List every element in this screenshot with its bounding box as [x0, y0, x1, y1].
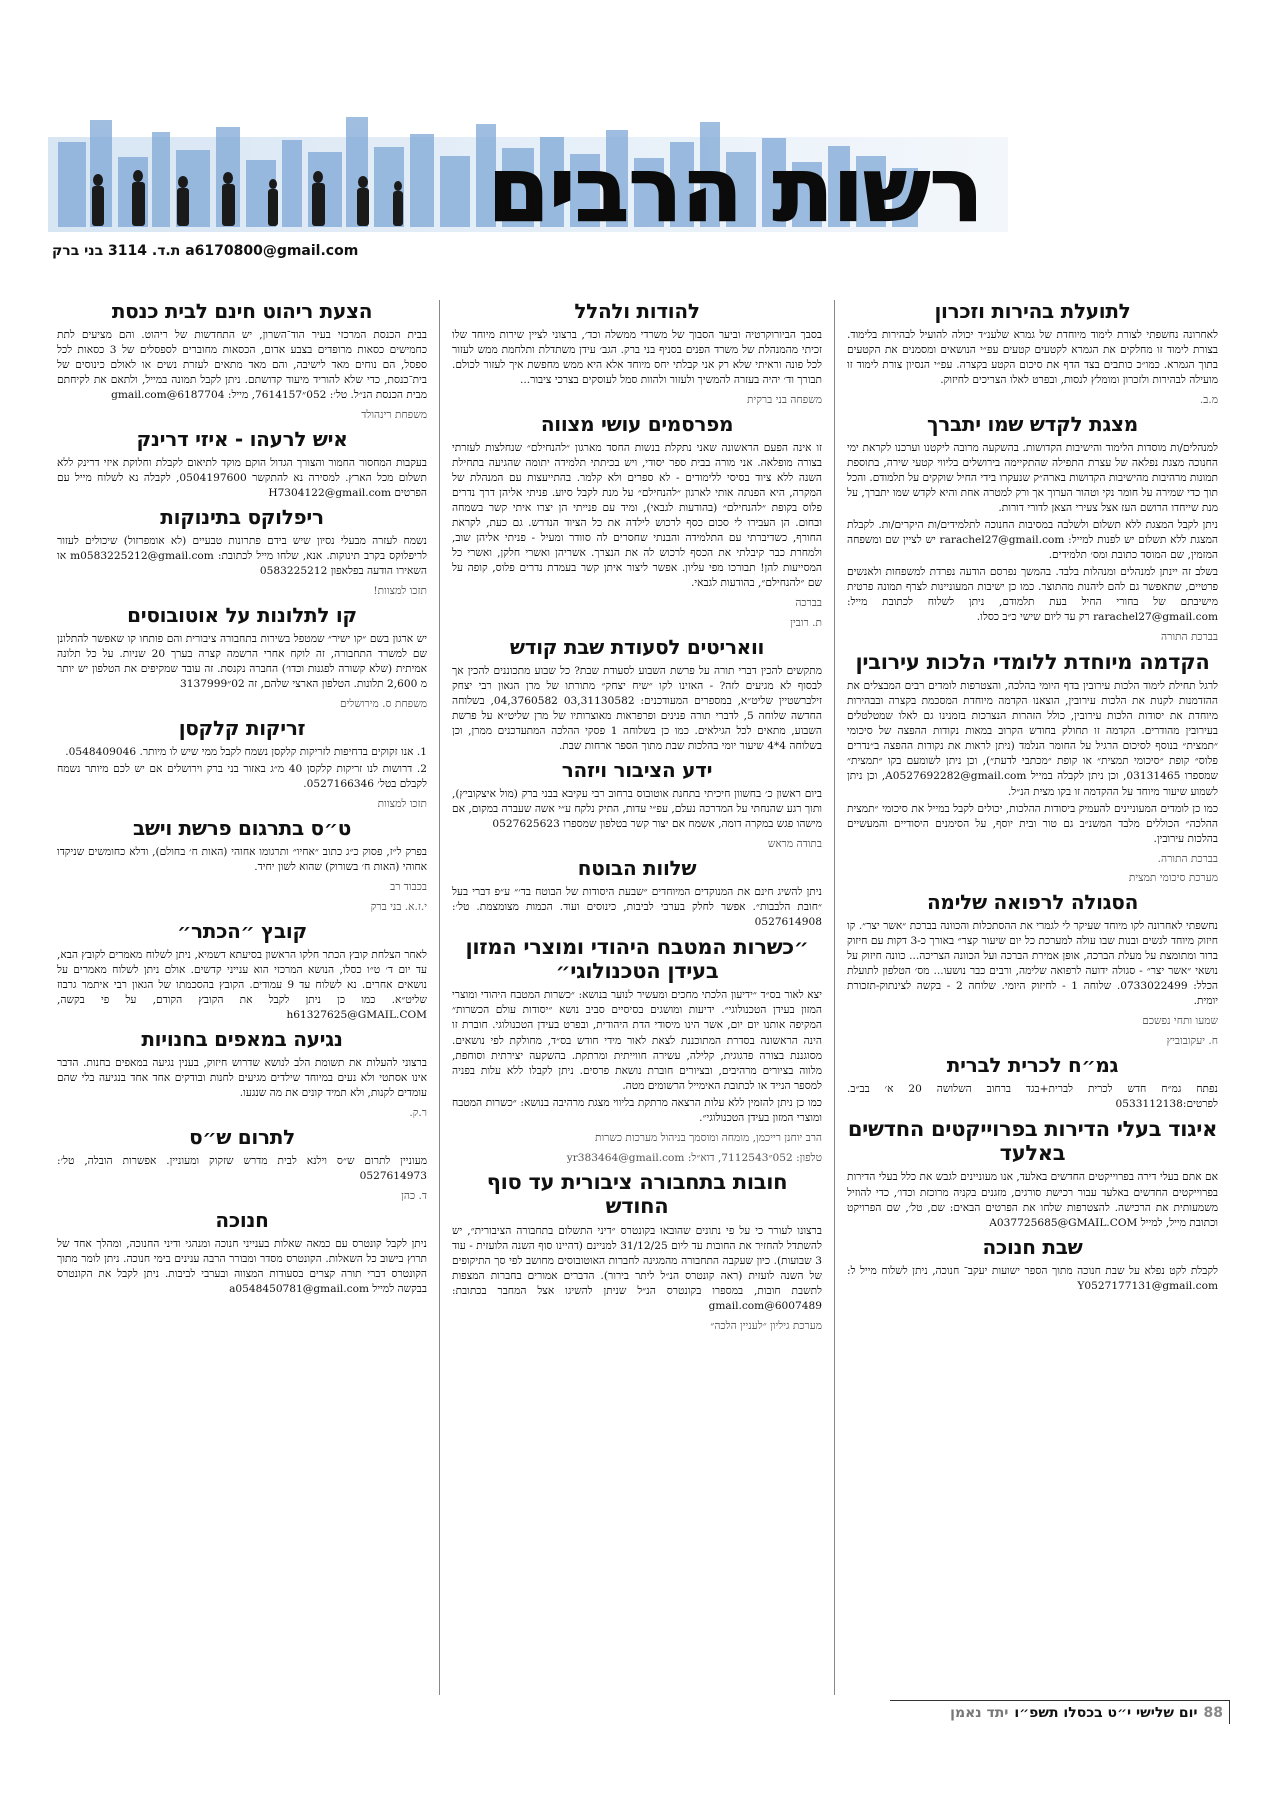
article-signature: בברכת התורה [1161, 631, 1218, 644]
letter-article [847, 891, 1218, 1049]
letter-article [57, 428, 427, 501]
article-headline: ידע הציבור ויזהר [561, 758, 713, 783]
article-paragraph: לקבלת לקט נפלא על שבת חנוכה מתוך הספר ישועות יעקב־ חנוכה, ניתן לשלוח מייל ל: Y0527177131@gmail.com [847, 1264, 1218, 1292]
issue-date: יום שלישי י״ט בכסלו תשפ״ו [1014, 1704, 1198, 1721]
article-signature: בברכה [795, 597, 822, 610]
letter-article [452, 759, 822, 852]
article-paragraph: לאחר הצלחת קובץ הכתר חלקו הראשון בסיעתא דשמיא, ניתן לשלוח מאמרים לקובץ הבא, עד יום ד׳ ט״ו כסלו, הנושא המרכזי הוא ענייני קדשים. אולם ניתן לשלוח מאמרים על נושאים אחרים. נא לשלוח עד 9 עמודים. הקובץ בהסכמתו של הגאון רבי איתמר גרבוז שליט״א. כמו כן ניתן לקבל את הקובץ הקודם, על פי בקשה, h61327625@GMAIL.COM [57, 948, 427, 1021]
article-signature: משפחת ס. מירושלים [339, 698, 427, 711]
letter-article [57, 817, 427, 915]
letter-article [452, 935, 822, 1165]
article-paragraph: בבית הכנסת המרכזי בעיר הוד־השרון, יש התחדשות של ריהוט. והם מציעים לתת כחמישים כסאות מרופדים בצבע אדום, הכסאות מחוברים לספסלים של 3 כסאות לכל ספסל, הם נוחים מאד לישיבה, והם מאד מתאים לעזרת נשים או לאולם כינוסים של בית־כנסת, כדי שלא להוריד מיעוד קדושתם. ניתן לקבל תמונה במייל, ולתאם את לקיחתם מבית הכנסת הנ״ל. טל׳: 052״7614157, מייל: 6187704@gmail.com [57, 329, 428, 402]
article-paragraph: בשלב זה יינתן למנהלים ומנהלות בלבד. בהמשך נפרסם הודעה נפרדת למשפחות ולאנשים פרטיים, שתאפשר גם להם ליהנות מהתוצר. כמו כן ישיבות המעוניינות לצרף תמונה פרטית מישיבתם של בחורי החיל בעת תלמודם, ניתן לשלוח לכתובת מייל: rarachel27@gmail.com רק עד ליום שישי כ״ב כסלו. [847, 566, 1218, 624]
article-headline: הסגולה לרפואה שלימה [926, 890, 1139, 915]
article-headline: קו לתלונות על אוטובוסים [127, 603, 357, 627]
article-signature: ר.ק. [409, 1106, 427, 1119]
letter-article [847, 1054, 1218, 1112]
article-signature: מערכת סיכומי תמצית [1128, 872, 1218, 885]
letter-article [452, 413, 822, 631]
article-headline: זריקות קלקסן [178, 715, 306, 740]
column-right [835, 300, 1230, 1695]
article-paragraph: בפרק ל״ז, פסוק כ״ג כתוב ״אחיו״ ותרגומו אחוהי (האות ח׳ בחולם), ודלא כחומשים שניקדו אחוהי (האות ח׳ בשורוק) שהוא לשון יחיד. [57, 845, 427, 873]
letters-columns [44, 300, 1230, 1695]
article-paragraph: לאחרונה נחשפתי לצורת לימוד מיוחדת של גמרא שלענ״ד יכולה להועיל לבהירות בלימוד. בצורת לימוד זו מחלקים את הגמרא לקטעים קטעים עפ״י הנושאים ומסמנים את הקטעים בתוך הגמרא. כמו״כ כותבים בצד הדף את סיכום הקטע בקצרה. עפ״י הנסיון צורת לימוד זו מועילה לבהירות ולזכרון ומומלץ לנסות, ובפרט לאלו הצריכים לחיזוק. [847, 329, 1218, 387]
letter-article [847, 413, 1218, 645]
article-headline: הצעת ריהוט חינם לבית כנסת [111, 300, 373, 323]
article-headline: ״כשרות המטבח היהודי ומוצרי המזון בעידן הטכנולוגי״ [465, 935, 809, 984]
letter-article [452, 1170, 822, 1333]
article-headline: נגיעה במאפים בחנויות [141, 1026, 343, 1051]
column-middle [440, 300, 835, 1695]
article-paragraph: למנהלים/ות מוסדות הלימוד והישיבות הקדושות. בהשקעה מרובה ליקטנו וערכנו לקראת ימי החנוכה מצגת נפלאה של עצרת התפילה שהתקיימה בירושלים בליווי קטעי שירה, בתוספת תמונות מרהיבות מהישיבות הקדושות בארה״ק שנעקרו בידי החיל שוקקים על תלמודם. והכל תוך כדי שמירה על חומר נקי וטהור הערוך אך ורק למטרה אחת והיא לקדש שמו יתברך, על מנת שייחדו הרושם העז אצל צעירי הצאן לדורי דורות. [847, 441, 1218, 515]
masthead-title: רשות הרבים [488, 138, 983, 237]
article-paragraph: ניתן לקבל המצגת ללא תשלום ולשלבה במסיבות החנוכה לתלמידים/ות היקרים/ות. לקבלת המצגת ללא תשלום יש לפנות למייל: rarachel27@gmail.com יש לציין שם ומשפחה המזמין, שם המוסד כתובת ומס׳ תלמידים. [847, 519, 1218, 562]
article-paragraph: 1. אנו זקוקים בדחיפות לזריקות קלקסן נשמח לקבל ממי שיש לו מיותר. 0548409046. [65, 745, 427, 758]
article-headline: ט״ס בתרגום פרשת וישב [132, 815, 352, 840]
article-paragraph: אם אתם בעלי דירה בפרוייקטים החדשים באלעד, אנו מעוניינים לגבש את כלל בעלי הדירות בפרוייקטים החדשים באלעד עבור רכישת סורגים, מזגנים בקניה מרוכזת וכדו׳, כדי להוזיל משמעותית את הרכישה. להצטרפות שלחו את הפרטים הבאים: שם, טל׳, שם הפרויקט וכתובת מייל, למייל A037725685@GMAIL.COM [847, 1171, 1218, 1229]
article-paragraph: לרגל תחילת לימוד הלכות עירובין בדף היומי בהלכה, והצטרפות לומדים רבים המבצלים את ההזדמנות לקנות את הלכות עירובין, הוצאנו הקדמה מיוחדת המסכמת בקצרה ובבהירות מיוחדת את יסודות הלכות עירובין, כולל הזהרות הנצרכות בזמנינו גם לאלו שמטלטלים בעירובין מהודרים. הקדמה זו תחולק בחודש הקרוב במאות נקודות ההפצה של סיכומי ״תמצית״ בנוסף לסיכום הרגיל על החומר הנלמד (ניתן לראות את נקודות ההפצה ב״נדרים פלוס״ קופת ״סיכומי תמצית״ או קופת ״מכתבי לדעת״), וכן ניתן לשומעם בקו ״תמצית״ שמספרו 03131465, וכן ניתן לקבלה במייל A0527692282@gmail.com, וכן ניתן לשמוע שיעור מיוחד על ההקדמה זו בקו מצית הנ״ל. [847, 680, 1219, 798]
page-footer [890, 1700, 1230, 1724]
letter-article [452, 300, 822, 408]
article-paragraph: בעקבות המחסור החמור והצורך הגדול הוקם מוקד לתיאום לקבלת וחלוקת איזי דרינק ללא תשלום מכל הארץ. למסירה נא להתקשר 0504197600, לקבלה נא לשלוח מייל עם הפרטים H7304122@gmail.com [57, 456, 427, 500]
article-signature: י.ז.א. בני ברק [370, 900, 427, 913]
article-signature: בתודה מראש [767, 838, 822, 851]
masthead-skyline-image [48, 112, 1008, 237]
letter-article [57, 604, 427, 712]
article-paragraph: נחשפתי לאחרונה לקו מיוחד שעיקר לי לגמרי את ההסתכלות והכוונה בברכת ״אשר יצר״. קו חיזוק מיוחד לנשים ובנות שבו עולה למערכת כל יום שיעור קצר״ באורך כ-3 דקות עם חיזוק ברור ומתומצת על מעלת הברכה, אופן אמירת הברכה ועל הכוונה הצריכה... כוונה חיזוק על נושאי ״אשר יצר״ - סגולה ידועה לרפואה שלימה, ורבים כבר נושעו... מס׳ הטלפון לתועלת הכלל: 0733022499. שלוחה 1 - לחיזוק היומי. שלוחה 2 - בקשה לצינתוק-תזכורת יומית. [847, 920, 1218, 1008]
contact-line: a6170800@gmail.com ת.ד. 3114 בני ברק [52, 243, 359, 259]
article-signature: שמעו ותחי נפשכם [1142, 1015, 1218, 1028]
article-paragraph: יש ארגון בשם ״קו ישיר״ שמטפל בשירות בתחבורה ציבורית והם פותחו קו שאפשר להתלונן שם למשרד התחבורה, זה לוקח אחרי הרשמה קצרה בערך 20 שניות. על כל תלונה אמיתית (שלא קשורה לפגנות וכדו׳) החברה נקנסת. זה עובד שמקיפים את הטלפון יש יותר מ 2,600 תלונות. הטלפון הארצי שלהם, זה 02״3137999 [57, 633, 427, 691]
letter-article [57, 1126, 427, 1204]
article-headline: ריפלוקס בתינוקות [160, 505, 324, 530]
article-signature: ד. כהן [401, 1189, 427, 1202]
article-headline: שלוות הבוטח [577, 856, 697, 881]
article-headline: איש לרעהו - איזי דרינק [136, 426, 348, 451]
article-headline: חובות בתחבורה ציבורית עד סוף החודש [486, 1170, 788, 1219]
article-paragraph: ניתן לקבל קונטרס עם כמאה שאלות בענייני חנוכה ומנהגי ודיני החנוכה, ומהלך אחד של תרוץ בישוב כל השאלות. הקונטרס מסדר ומבורר הרבה ענינים בימי חנוכה. ניתן לומר מתוך הקונטרס דברי תורה קצרים בסעודות המצווה ובערבי לביבות. ניתן לקבל את הקונטרס בבקשה למייל a0548450781@gmail.com [57, 1237, 427, 1295]
article-signature: מערכת גיליון ״לעניין הלכה״ [710, 1319, 822, 1332]
article-signature: ת. רובין [790, 617, 822, 630]
article-paragraph: יצא לאור בס״ד ״ידיעון הלכתי מחכים ומעשיר לנוער בנושא: ״כשרות המטבח היהודי ומוצרי המזון בעידן הטכנולוגי״. ידיעות ומושגים בסיסיים סביב נושא ״יסודות עולם הכשרות״ המקיפה אותנו יום יום, אשר הינו מיסודי הדת היהודית, ובפרט בעידן הטכנולוגי. חוברת זו הינה הראשונה בסדרת המתוכננת לצאת לאור מידי חודש בס״ד, מחולקת לפי נושאים. מסוגננת בצורה פדגוגית, קלילה, עשירה חווייתית ומרתקת. בהשקעה יצירתית וסוחפת, מלווה בציורים מרהיבים, ובציורים חוברת נושאת פרסים. ניתן לקבלו ללא עלות בפניה למספר הנייד או לכתובת האימייל הרשומים מטה. [452, 989, 822, 1092]
letter-article [57, 1028, 427, 1121]
article-headline: חנוכה [215, 1207, 269, 1232]
article-paragraph: נפתח גמ״ח חדש לכרית לברית+בגד ברחוב השלושה 20 א׳ בב״ב. לפרטים:0533112138 [847, 1083, 1218, 1111]
article-headline: הקדמה מיוחדת ללומדי הלכות עירובין [855, 650, 1210, 675]
letter-article [847, 1117, 1218, 1230]
letter-article [57, 920, 427, 1023]
article-signature: בכבוד רב [390, 880, 427, 893]
article-paragraph: מתקשים להכין דברי תורה על פרשת השבוע לסעודת שבת? כל שבוע מתכוננים להכין אך לבסוף לא מגיעים לזה? - האזינו לקו ״שיח יצחק״ מתורתו של מרן הגאון רבי יצחק זילברשטיין שליט״א, במספרים המעודכנים: 03,31130582 04,3760582, בשלוחה החדשה שלוחה 5, לדברי תורה פנינים ופרפראות מאוצרותיו של מרן שליט״א על פרשת השבוע, מתאים לכל הגילאים. כמו כן בשלוחה 1 פסקי ההלכה המתעדכנים ממרן, וכן בשלוחה 4*4 שיעור יומי בהלכות שבת מתוך הספר ארחות שבת. [452, 664, 822, 753]
letter-article [57, 1209, 427, 1297]
article-signature: תזכו למצוות [377, 798, 427, 811]
article-paragraph: כמו כן לומדים המעוניינים להעמיק ביסודות ההלכות, יכולים לקבל במייל את סיכומי ״תמצית ההלכה״ הכוללים מלבד המשנ״ב גם טור ובית יוסף, על הסימנים היסודיים והמעשיים בהלכות עירובין. [847, 802, 1218, 845]
letter-article [452, 636, 822, 754]
article-paragraph: ניתן להשיג חינם את המנוקדים המיוחדים ״שבעת היסודות של הבוטח בד׳״ ע״פ דברי בעל ״חובת הלבבות״. אפשר לחלק בערבי לביבות, כינוסים ועוד. הכמות מצומצמת. טל׳: 0527614908 [452, 886, 822, 929]
masthead-logo [48, 112, 1008, 237]
letter-article [57, 506, 427, 599]
article-headline: קובץ ״הכתר״ [177, 918, 307, 943]
article-headline: לתועלת בהירות וזכרון [934, 300, 1131, 323]
article-paragraph: כמו כן ניתן להזמין ללא עלות הרצאה מרתקת בליווי מצגת מרהיבה בנושא: ״כשרות המטבח ומוצרי המזון בעידן הטכנולוגי״. [452, 1096, 822, 1124]
article-signature: משפחת רינהולד [361, 409, 427, 422]
article-signature: מ.ב. [1199, 394, 1218, 407]
article-headline: מפרסמים עושי מצווה [540, 411, 734, 436]
article-paragraph: ברצוני להעלות את תשומת הלב לנושא שדרוש חיזוק, בענין נגיעה במאפים בחנות. הדבר אינו אסתטי ולא נעים במיוחד שילדים מגיעים לחנות ובודקים אחד אחד בנגיעה בלי שהם עומדים לקנות, ולא תמיד קונים את מה שנגעו. [57, 1056, 427, 1099]
article-headline: מצגת לקדש שמו יתברך [927, 411, 1138, 436]
article-paragraph: מעוניין לתרום ש״ס וילנא לבית מדרש שזקוק ומעוניין. אפשרות הובלה, טל׳: 0527614973 [57, 1154, 427, 1182]
letter-article [57, 300, 427, 423]
article-signature: טלפון: 052״7112543, דוא״ל: yr383464@gmail.com [566, 1151, 822, 1164]
article-headline: להודות ולהלל [574, 300, 700, 323]
letter-article [847, 650, 1218, 886]
publication-name: יתד נאמן [950, 1704, 1009, 1721]
letter-article [847, 1236, 1218, 1294]
letter-article [847, 300, 1218, 408]
article-headline: וואריטים לסעודת שבת קודש [509, 634, 765, 659]
article-paragraph: ברצונו לעורר כי על פי נתונים שהובאו בקונטרס ״דיני התשלום בתחבורה הציבורית״, יש להשתדל להחזיר את החובות עד ליום 31/12/25 למניינם (דהיינו סוף השנה הלועזית - עוד 3 שבועות). כיון שעקבה התחבורה מהמגינה לחברות האוטובוסים מחושב לפי סך התיקופים של השנה לועזית (ראה קונטרס הנ״ל ליתר בירור). הדברים אמורים בחברות המצפות לתשבת חובות, במספרו בקונטרס הנ״ל שניתן להשיגו אצל המחבר בכתובת: 6007489@gmail.com [452, 1224, 822, 1312]
article-signature: תזכו למצוות! [373, 585, 427, 598]
article-paragraph: בסבך הביורוקרטיה וביער הסבוך של משרדי ממשלה וכד׳, ברצוני לציין שירות מיוחד שלו זכיתי מהמנהלת של משרד הפנים בסניף בני ברק. הגב׳ עידן משתדלת ותלחמת ממש לעזור לכל פונה וראיתי שלא רק אני קבלתי יחס מיוחד אלא היא ממש מחפשת איך לעזור לכולם. תבורך וד׳ יהיה בעזרה להמשיך ולעזור ולהוות סמל לעוסקים בצרכי ציבור... [452, 329, 822, 387]
article-paragraph: 2. דרושות לנו זריקות קלקסן 40 מ״ג באזור בני ברק וירושלים אם יש לכם מיותר נשמח לקבלם בטל׳ 0527166346. [57, 762, 428, 791]
article-signature: משפחה בני ברקית [747, 394, 822, 407]
article-paragraph: זו אינה הפעם הראשונה שאני נתקלת בנשות החסד מארגון ״להנחילם״ שנחלצות לעזרתי בצורה מופלאה. אני מורה בבית ספר יסודי, ויש בכיתתי תלמידה יתומה שהגיעה בתחילת השנה ללא ציוד בסיסי ללימודים - לא ספרים ולא קלמר. בהתייעצות עם המנהלת של המקרה, היא הפנתה אותי לארגון ״להנחילם״ על מנת לקבל סיוע. פניתי אליהן דרך נדרים פלוס בקופת ״להנחילם״ (בהודעות לגבאי), ומיד עם פנייתי הן יצרו איתי קשר בשמחה ובחום. הן העבירו לי סכום כסף לרכוש לילדה את כל הציוד הנדרש. גם כעת, לקראת החורף, כשדיברתי עם התלמידה והבנתי שחסרים לה סוודר ומעיל - פניתי אליהן שוב, ולמחרת כבר קיבלתי את הכסף לרכוש לה את הנצרך. אשריהן ואשרי חלקן, ואשרי כל המסייעות להן! תבורכו מפי עליון. אפשר ליצור איתן קשר בעמדת נדרים פלוס, קופה על שם ״להנחילם״, בהודעות לגבאי. [452, 441, 822, 590]
article-headline: לתרום ש״ס [189, 1124, 295, 1149]
article-headline: גמ״ח לכרית לברית [946, 1053, 1119, 1078]
column-left [45, 300, 440, 1695]
article-paragraph: ביום ראשון כ׳ בחשוון חיכיתי בתחנת אוטובוס ברחוב רבי עקיבא בבני ברק (מול איצקוביץ), ותוך רגע שהנחתי על המדרכה נעלם, עפ״י עדות, התיק נלקח ע״י אשה שעברה במקום, אם מישהו פגש במקרה דומה, אשמח אם יצור קשר בטלפון שמספרו 0527625623 [452, 788, 822, 831]
article-paragraph: נשמח לעזרה מבעלי נסיון שיש בידם פתרונות טבעיים (לא אומפרזול) שיכולים לעזור לריפלוקס בקרב תינוקות. אנא, שלחו מייל לכתובת: m0583225212@gmail.com או השאירו הודעה בפלאפון 0583225212 [57, 535, 427, 578]
article-signature: בברכת התורה. [1157, 852, 1218, 865]
article-headline: שבת חנוכה [982, 1234, 1083, 1259]
letter-article [452, 857, 822, 930]
article-signature: הרב יוחנן רייכמן, מומחה ומוסמך בניהול מערכות כשרות [595, 1131, 822, 1144]
article-headline: איגוד בעלי הדירות בפרוייקטים החדשים באלעד [847, 1117, 1218, 1166]
letter-article [57, 717, 427, 812]
page-number: 88 [1203, 1704, 1223, 1721]
article-signature: ח. יעקובוביץ [1166, 1035, 1218, 1048]
